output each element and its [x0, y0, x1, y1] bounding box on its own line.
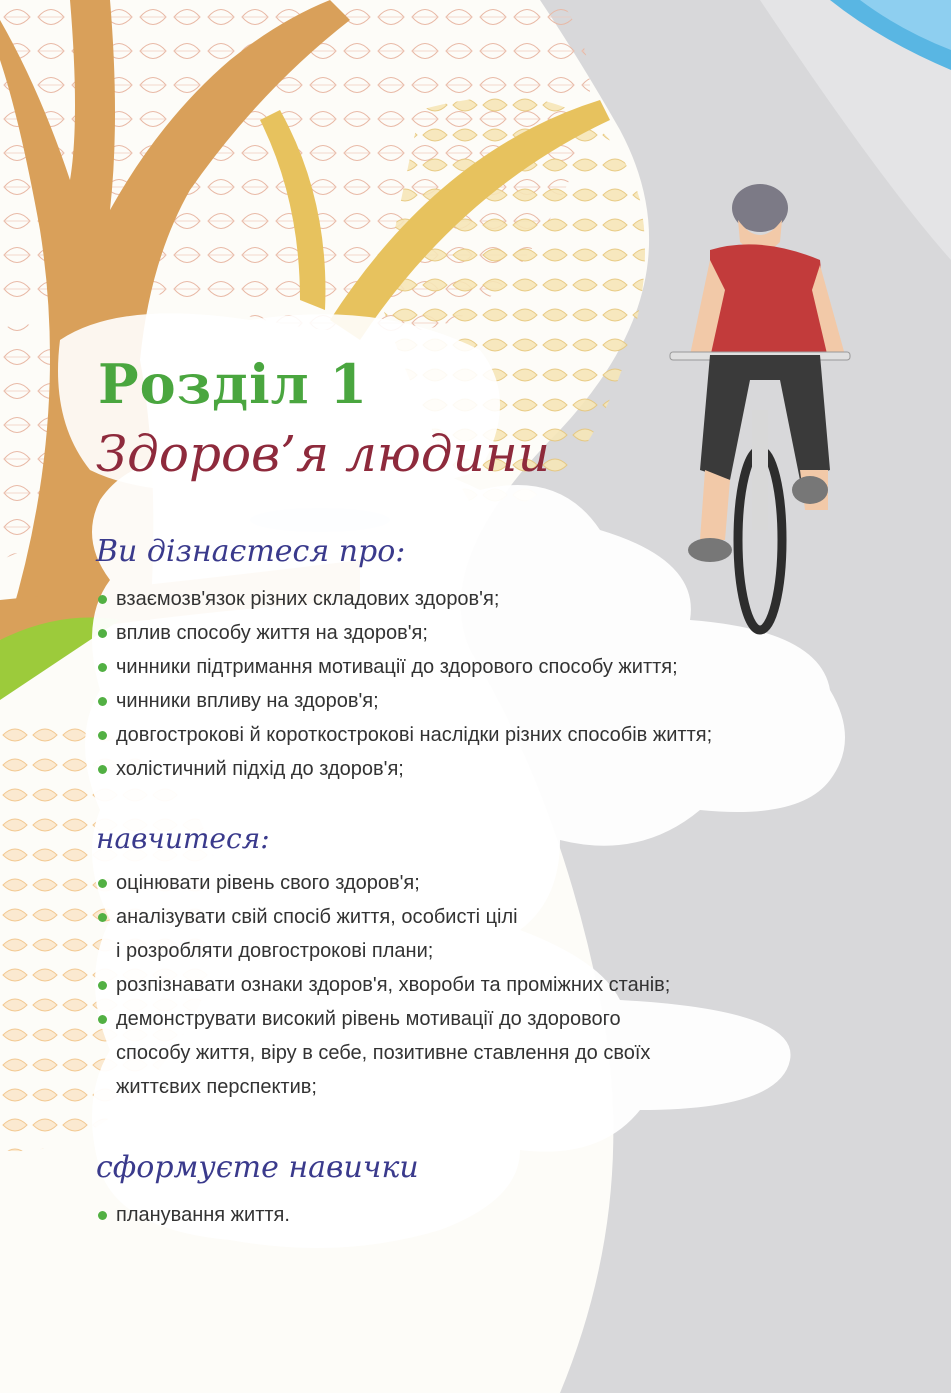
list-item-continued: і розробляти довгострокові плани; — [116, 940, 434, 962]
chapter-number: Розділ 1 — [98, 352, 369, 416]
chapter-title: Здоров’я людини — [96, 425, 550, 483]
list-item: чинники підтримання мотивації до здорового способу життя; — [96, 650, 712, 684]
list-item: аналізувати свій спосіб життя, особисті цілі — [96, 900, 670, 934]
habits-heading: сформуєте навички — [96, 1150, 419, 1185]
list-item: довгострокові й короткострокові наслідки різних способів життя; — [96, 718, 712, 752]
list-item: холістичний підхід до здоров'я; — [96, 752, 712, 786]
habits-list — [96, 1198, 290, 1232]
list-item-continued: життєвих перспектив; — [116, 1076, 317, 1098]
learn-list — [96, 582, 712, 786]
learn-heading: Ви дізнаєтеся про: — [96, 534, 406, 569]
list-item: розпізнавати ознаки здоров'я, хвороби та проміжних станів; — [96, 968, 670, 1002]
list-item: взаємозв'язок різних складових здоров'я; — [96, 582, 712, 616]
list-item-continued: способу життя, віру в себе, позитивне ставлення до своїх — [116, 1042, 651, 1064]
list-item: планування життя. — [96, 1198, 290, 1232]
list-item: чинники впливу на здоров'я; — [96, 684, 712, 718]
skills-heading: навчитеся: — [96, 822, 270, 855]
list-item: вплив способу життя на здоров'я; — [96, 616, 712, 650]
list-item: демонструвати високий рівень мотивації до здорового — [96, 1002, 670, 1036]
list-item: оцінювати рівень свого здоров'я; — [96, 866, 670, 900]
skills-list — [96, 866, 670, 1104]
